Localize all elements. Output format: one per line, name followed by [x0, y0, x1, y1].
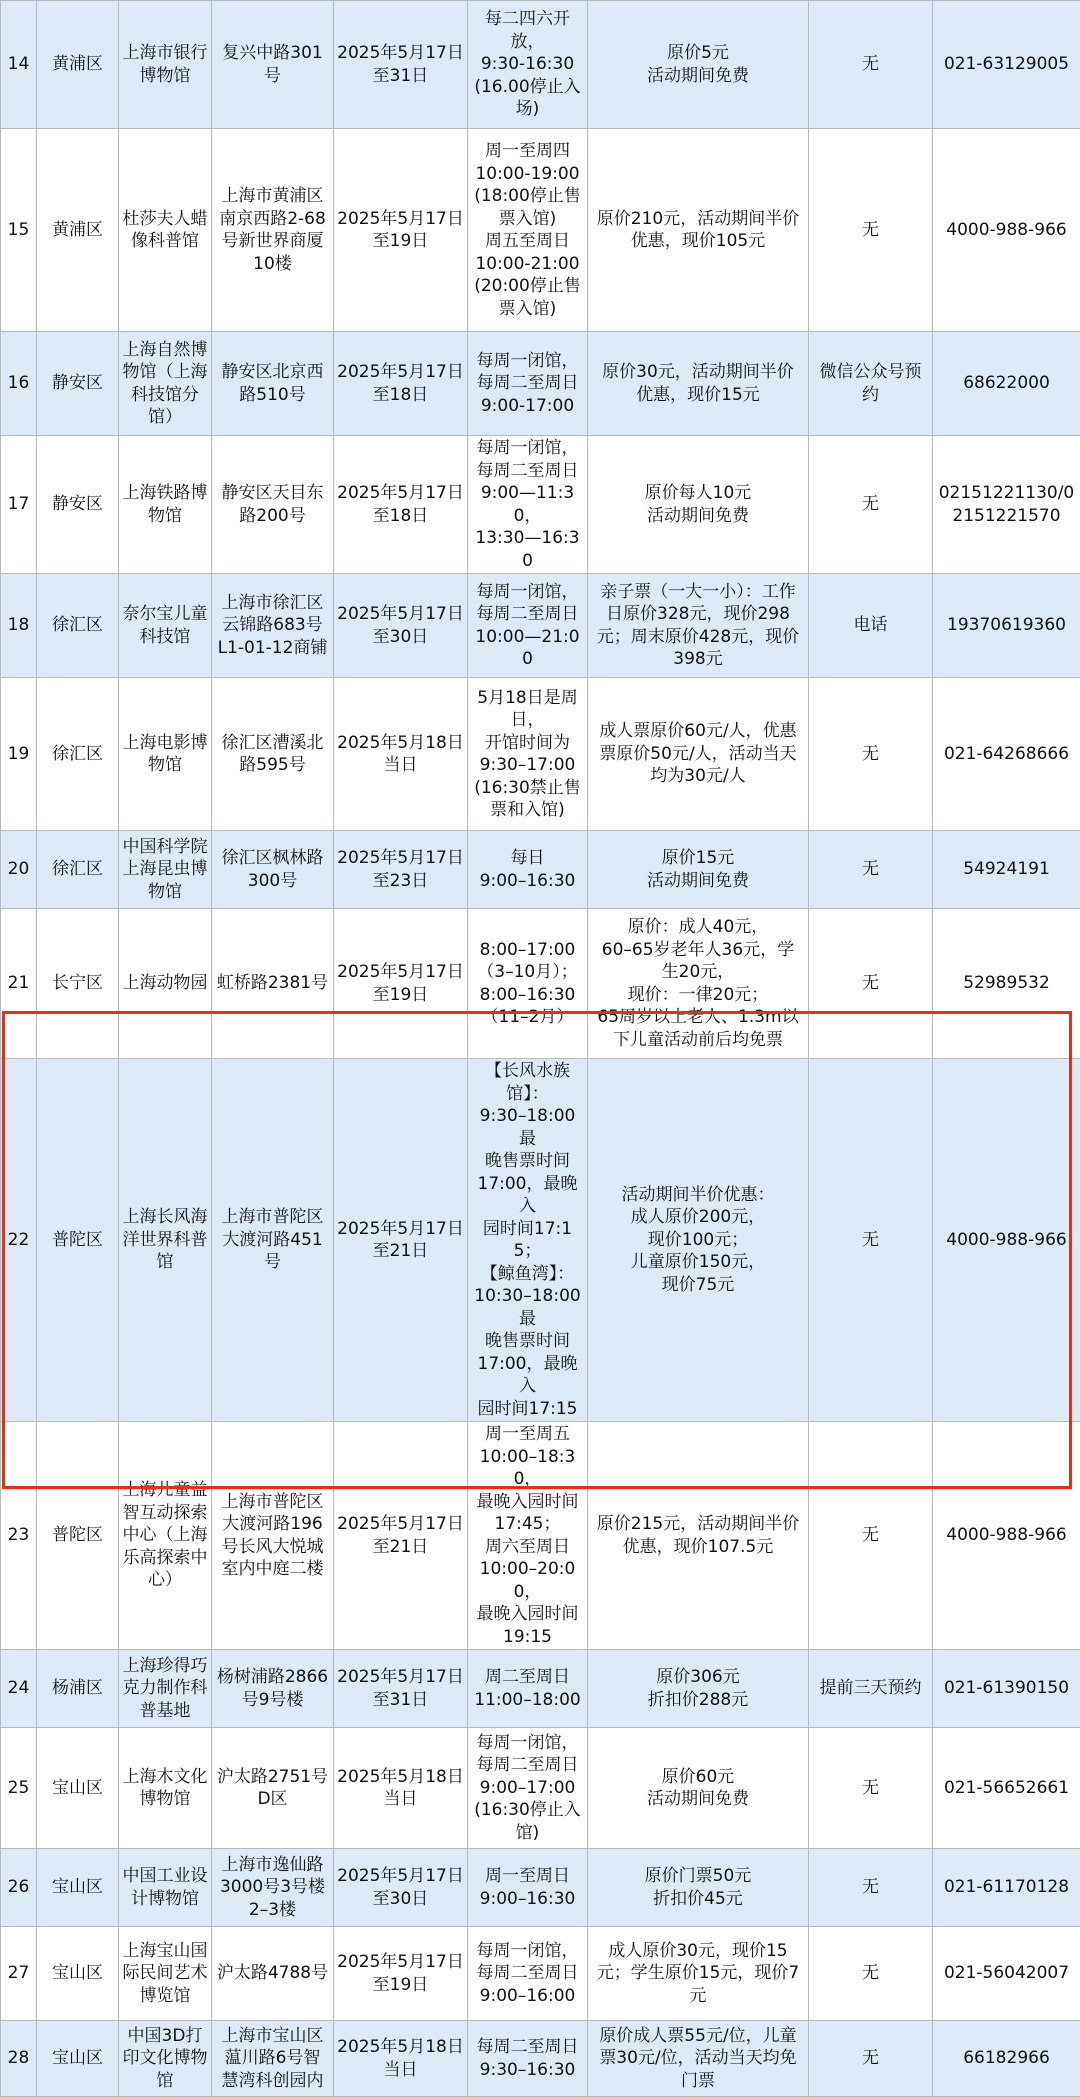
cell-dates: 2025年5月17日 至31日	[334, 1650, 468, 1728]
cell-price: 原价：成人40元， 60–65岁老年人36元，学 生20元， 现价：一律20元； 65周岁以上老人、1.3m以 下儿童活动前后均免票	[588, 909, 809, 1059]
cell-dates: 2025年5月17日 至18日	[334, 332, 468, 436]
cell-booking: 无	[809, 129, 933, 332]
cell-address: 虹桥路2381号	[212, 909, 334, 1059]
cell-dates: 2025年5月18日 当日	[334, 2021, 468, 2097]
cell-dates: 2025年5月17日 至21日	[334, 1422, 468, 1650]
cell-hours: 每周一闭馆， 每周二至周日 9:00–17:00 (16:30停止入 馆)	[468, 1728, 588, 1849]
cell-district: 宝山区	[37, 2021, 119, 2097]
table-row	[1, 831, 1080, 909]
cell-no: 15	[1, 129, 37, 332]
table-row	[1, 332, 1080, 436]
cell-name: 上海宝山国 际民间艺术 博览馆	[119, 1927, 212, 2021]
cell-price: 原价30元，活动期间半价 优惠，现价15元	[588, 332, 809, 436]
cell-district: 静安区	[37, 436, 119, 574]
cell-booking: 无	[809, 1849, 933, 1927]
cell-price: 原价成人票55元/位，儿童 票30元/位，活动当天均免 门票	[588, 2021, 809, 2097]
table-row	[1, 1650, 1080, 1728]
cell-district: 杨浦区	[37, 1650, 119, 1728]
museum-table-body	[1, 1, 1080, 2097]
cell-hours: 周二至周日 11:00–18:00	[468, 1650, 588, 1728]
cell-no: 14	[1, 1, 37, 129]
cell-price: 成人票原价60元/人，优惠 票原价50元/人，活动当天 均为30元/人	[588, 678, 809, 831]
cell-price: 原价210元，活动期间半价 优惠，现价105元	[588, 129, 809, 332]
cell-address: 复兴中路301 号	[212, 1, 334, 129]
cell-booking: 无	[809, 1, 933, 129]
cell-district: 宝山区	[37, 1849, 119, 1927]
cell-phone: 68622000	[933, 332, 1080, 436]
cell-no: 24	[1, 1650, 37, 1728]
cell-booking: 无	[809, 678, 933, 831]
cell-address: 上海市普陀区 大渡河路196 号长风大悦城 室内中庭二楼	[212, 1422, 334, 1650]
cell-district: 普陀区	[37, 1422, 119, 1650]
cell-dates: 2025年5月17日 至30日	[334, 574, 468, 678]
cell-name: 上海自然博 物馆（上海 科技馆分 馆）	[119, 332, 212, 436]
cell-price: 活动期间半价优惠： 成人原价200元， 现价100元； 儿童原价150元， 现价75元	[588, 1059, 809, 1422]
cell-hours: 周一至周四 10:00-19:00 (18:00停止售 票入馆) 周五至周日 10:00-21:00 (20:00停止售 票入馆)	[468, 129, 588, 332]
cell-address: 沪太路4788号	[212, 1927, 334, 2021]
cell-name: 上海市银行 博物馆	[119, 1, 212, 129]
cell-phone: 54924191	[933, 831, 1080, 909]
cell-name: 上海铁路博 物馆	[119, 436, 212, 574]
cell-booking: 无	[809, 1059, 933, 1422]
cell-hours: 每二四六开 放， 9:30-16:30 (16.00停止入 场)	[468, 1, 588, 129]
table-row	[1, 1059, 1080, 1422]
cell-dates: 2025年5月17日 至30日	[334, 1849, 468, 1927]
cell-booking: 无	[809, 2021, 933, 2097]
cell-no: 28	[1, 2021, 37, 2097]
table-row	[1, 678, 1080, 831]
cell-phone: 021-63129005	[933, 1, 1080, 129]
cell-booking: 无	[809, 1728, 933, 1849]
cell-no: 21	[1, 909, 37, 1059]
cell-dates: 2025年5月17日 至21日	[334, 1059, 468, 1422]
table-row	[1, 1422, 1080, 1650]
cell-hours: 每周一闭馆， 每周二至周日 9:00—11:30， 13:30—16:30	[468, 436, 588, 574]
cell-dates: 2025年5月18日 当日	[334, 1728, 468, 1849]
cell-dates: 2025年5月17日 至31日	[334, 1, 468, 129]
table-row	[1, 1849, 1080, 1927]
cell-address: 徐汇区枫林路 300号	[212, 831, 334, 909]
cell-hours: 每周二至周日 9:30–16:30	[468, 2021, 588, 2097]
cell-price: 原价15元 活动期间免费	[588, 831, 809, 909]
cell-no: 16	[1, 332, 37, 436]
cell-phone: 021-64268666	[933, 678, 1080, 831]
table-row	[1, 1927, 1080, 2021]
cell-price: 成人原价30元，现价15 元；学生原价15元，现价7 元	[588, 1927, 809, 2021]
cell-address: 上海市徐汇区 云锦路683号 L1-01-12商铺	[212, 574, 334, 678]
cell-district: 宝山区	[37, 1927, 119, 2021]
cell-no: 18	[1, 574, 37, 678]
cell-price: 原价门票50元 折扣价45元	[588, 1849, 809, 1927]
table-row	[1, 909, 1080, 1059]
cell-address: 上海市逸仙路 3000号3号楼 2–3楼	[212, 1849, 334, 1927]
cell-booking: 无	[809, 436, 933, 574]
cell-booking: 无	[809, 909, 933, 1059]
cell-no: 20	[1, 831, 37, 909]
cell-no: 23	[1, 1422, 37, 1650]
cell-name: 上海动物园	[119, 909, 212, 1059]
table-row	[1, 2021, 1080, 2097]
cell-dates: 2025年5月17日 至23日	[334, 831, 468, 909]
cell-phone: 4000-988-966	[933, 1422, 1080, 1650]
cell-dates: 2025年5月17日 至18日	[334, 436, 468, 574]
cell-address: 上海市宝山区 蕰川路6号智 慧湾科创园内	[212, 2021, 334, 2097]
cell-name: 中国工业设 计博物馆	[119, 1849, 212, 1927]
cell-address: 杨树浦路2866 号9号楼	[212, 1650, 334, 1728]
cell-hours: 每周一闭馆， 每周二至周日 9:00–16:00	[468, 1927, 588, 2021]
table-row	[1, 129, 1080, 332]
cell-hours: 5月18日是周 日， 开馆时间为 9:30–17:00 (16:30禁止售 票和入馆)	[468, 678, 588, 831]
cell-dates: 2025年5月17日 至19日	[334, 129, 468, 332]
table-row	[1, 574, 1080, 678]
cell-phone: 021-56652661	[933, 1728, 1080, 1849]
cell-phone: 021-61390150	[933, 1650, 1080, 1728]
cell-booking: 微信公众号预 约	[809, 332, 933, 436]
cell-hours: 【长风水族 馆】： 9:30–18:00 最 晚售票时间 17:00，最晚入 园时间17:15； 【鲸鱼湾】： 10:30–18:00 最 晚售票时间 17:00，最晚入 园时间17:15	[468, 1059, 588, 1422]
cell-booking: 无	[809, 831, 933, 909]
cell-name: 上海珍得巧 克力制作科 普基地	[119, 1650, 212, 1728]
cell-phone: 02151221130/0 2151221570	[933, 436, 1080, 574]
cell-dates: 2025年5月17日 至19日	[334, 1927, 468, 2021]
cell-dates: 2025年5月17日 至19日	[334, 909, 468, 1059]
cell-address: 沪太路2751号 D区	[212, 1728, 334, 1849]
cell-address: 静安区北京西 路510号	[212, 332, 334, 436]
cell-hours: 每日 9:00–16:30	[468, 831, 588, 909]
cell-price: 原价306元 折扣价288元	[588, 1650, 809, 1728]
cell-name: 上海电影博 物馆	[119, 678, 212, 831]
cell-address: 徐汇区漕溪北 路595号	[212, 678, 334, 831]
cell-district: 徐汇区	[37, 831, 119, 909]
cell-district: 普陀区	[37, 1059, 119, 1422]
cell-no: 17	[1, 436, 37, 574]
cell-name: 杜莎夫人蜡 像科普馆	[119, 129, 212, 332]
cell-address: 上海市普陀区 大渡河路451 号	[212, 1059, 334, 1422]
cell-price: 原价5元 活动期间免费	[588, 1, 809, 129]
cell-hours: 周一至周五 10:00–18:30， 最晚入园时间 17:45； 周六至周日 10:00–20:00， 最晚入园时间 19:15	[468, 1422, 588, 1650]
cell-phone: 19370619360	[933, 574, 1080, 678]
cell-price: 原价215元，活动期间半价 优惠，现价107.5元	[588, 1422, 809, 1650]
cell-district: 宝山区	[37, 1728, 119, 1849]
cell-name: 奈尔宝儿童 科技馆	[119, 574, 212, 678]
cell-name: 中国科学院 上海昆虫博 物馆	[119, 831, 212, 909]
cell-phone: 52989532	[933, 909, 1080, 1059]
table-row	[1, 1, 1080, 129]
cell-district: 徐汇区	[37, 678, 119, 831]
cell-phone: 4000-988-966	[933, 1059, 1080, 1422]
cell-booking: 电话	[809, 574, 933, 678]
cell-no: 27	[1, 1927, 37, 2021]
cell-name: 上海儿童益 智互动探索 中心（上海 乐高探索中 心）	[119, 1422, 212, 1650]
cell-district: 黄浦区	[37, 1, 119, 129]
cell-no: 19	[1, 678, 37, 831]
cell-name: 上海木文化 博物馆	[119, 1728, 212, 1849]
cell-name: 上海长风海 洋世界科普 馆	[119, 1059, 212, 1422]
cell-booking: 无	[809, 1927, 933, 2021]
cell-district: 徐汇区	[37, 574, 119, 678]
cell-no: 25	[1, 1728, 37, 1849]
cell-name: 中国3D打 印文化博物 馆	[119, 2021, 212, 2097]
cell-district: 静安区	[37, 332, 119, 436]
cell-address: 上海市黄浦区 南京西路2-68 号新世界商厦 10楼	[212, 129, 334, 332]
cell-booking: 无	[809, 1422, 933, 1650]
cell-hours: 每周一闭馆， 每周二至周日 9:00-17:00	[468, 332, 588, 436]
cell-hours: 周一至周日 9:00–16:30	[468, 1849, 588, 1927]
cell-phone: 021-61170128	[933, 1849, 1080, 1927]
cell-price: 原价每人10元 活动期间免费	[588, 436, 809, 574]
cell-booking: 提前三天预约	[809, 1650, 933, 1728]
cell-district: 长宁区	[37, 909, 119, 1059]
cell-dates: 2025年5月18日 当日	[334, 678, 468, 831]
cell-price: 原价60元 活动期间免费	[588, 1728, 809, 1849]
table-row	[1, 1728, 1080, 1849]
cell-address: 静安区天目东 路200号	[212, 436, 334, 574]
cell-no: 22	[1, 1059, 37, 1422]
cell-phone: 4000-988-966	[933, 129, 1080, 332]
cell-district: 黄浦区	[37, 129, 119, 332]
cell-no: 26	[1, 1849, 37, 1927]
cell-hours: 每周一闭馆， 每周二至周日 10:00—21:00	[468, 574, 588, 678]
cell-phone: 66182966	[933, 2021, 1080, 2097]
cell-phone: 021-56042007	[933, 1927, 1080, 2021]
cell-price: 亲子票（一大一小）：工作 日原价328元，现价298 元；周末原价428元，现价 398元	[588, 574, 809, 678]
cell-hours: 8:00–17:00 （3–10月）； 8:00–16:30 （11–2月）	[468, 909, 588, 1059]
table-row	[1, 436, 1080, 574]
